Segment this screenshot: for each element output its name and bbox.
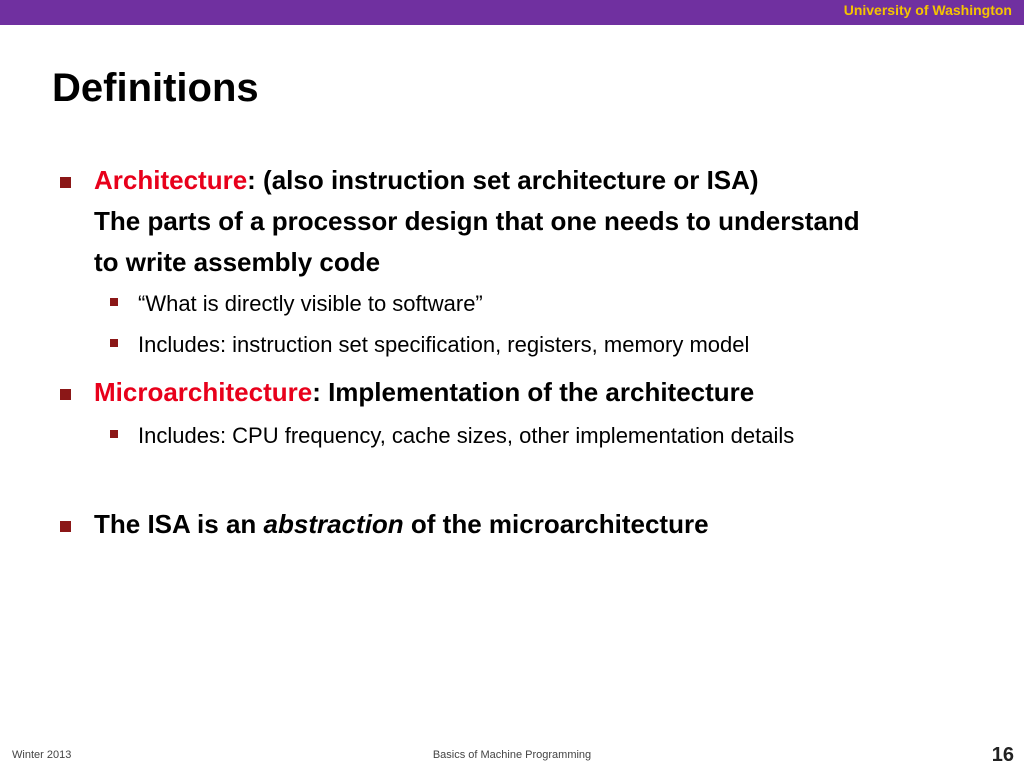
microarchitecture-definition: : Implementation of the architecture — [312, 377, 755, 407]
bullet-marker — [60, 521, 71, 532]
sub-item-text: “What is directly visible to software” — [138, 291, 483, 316]
sub-bullet-marker — [110, 339, 118, 347]
sub-bullet-marker — [110, 298, 118, 306]
sub-item-text: Includes: instruction set specification, registers, memory model — [138, 332, 750, 357]
footer-course: Basics of Machine Programming — [432, 749, 592, 761]
sub-item-text: Includes: CPU frequency, cache sizes, other implementation details — [138, 423, 795, 448]
bullet-isa-abstraction — [94, 504, 709, 545]
footer-term: Winter 2013 — [12, 749, 72, 761]
isa-prefix: The ISA is an — [94, 509, 264, 539]
architecture-definition-line2: The parts of a processor design that one needs to understand — [94, 206, 860, 236]
institution-name: University of Washington — [843, 2, 1012, 18]
abstraction-emphasis: abstraction — [263, 509, 404, 539]
bullet-marker — [60, 177, 71, 188]
slide-title: Definitions — [52, 66, 259, 110]
term-microarchitecture: Microarchitecture — [94, 377, 313, 407]
bullet-architecture — [94, 160, 860, 283]
term-architecture: Architecture — [94, 165, 248, 195]
page-number: 16 — [991, 744, 1014, 766]
bullet-microarchitecture-line — [94, 372, 754, 413]
sub-item — [138, 421, 794, 451]
isa-suffix: of the microarchitecture — [403, 509, 709, 539]
architecture-definition-line3: to write assembly code — [94, 247, 381, 277]
bullet-architecture-line1 — [94, 160, 860, 201]
sub-item — [138, 330, 749, 360]
sub-bullet-marker — [110, 430, 118, 438]
architecture-definition-intro: : (also instruction set architecture or ISA) — [247, 165, 759, 195]
bullet-marker — [60, 389, 71, 400]
isa-abstraction-line — [94, 504, 709, 545]
header-bar — [0, 0, 1024, 25]
bullet-microarchitecture — [94, 372, 754, 413]
sub-item — [138, 289, 483, 319]
